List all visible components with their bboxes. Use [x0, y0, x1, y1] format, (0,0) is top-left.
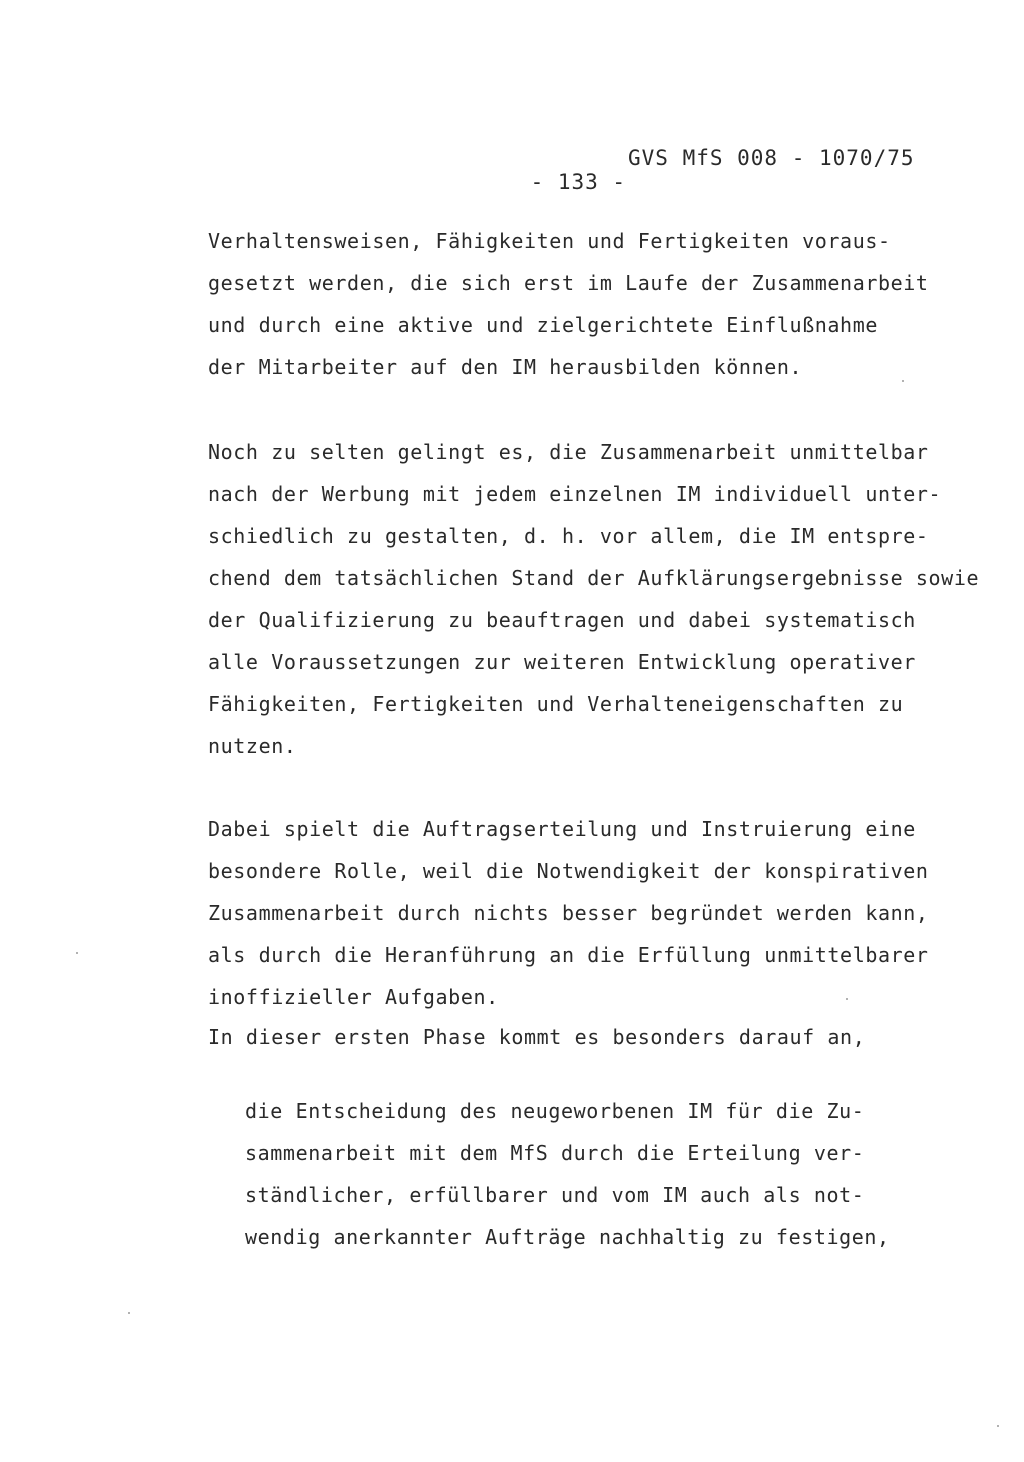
text-line: der Mitarbeiter auf den IM herausbilden können.: [208, 355, 803, 379]
text-line: gesetzt werden, die sich erst im Laufe der Zusammenarbeit: [208, 271, 929, 295]
text-line: Fähigkeiten, Fertigkeiten und Verhalteneigenschaften zu: [208, 692, 904, 716]
document-reference: GVS MfS 008 - 1070/75: [628, 146, 915, 170]
scan-speck: [902, 380, 904, 382]
scan-speck: [846, 998, 848, 1000]
text-line: inoffizieller Aufgaben.: [208, 985, 499, 1009]
page-header: [476, 146, 915, 242]
scan-speck: [997, 1425, 999, 1427]
text-line: und durch eine aktive und zielgerichtete Einflußnahme: [208, 313, 878, 337]
text-line: alle Voraussetzungen zur weiteren Entwicklung operativer: [208, 650, 916, 674]
text-line: sammenarbeit mit dem MfS durch die Erteilung ver-: [245, 1141, 865, 1165]
text-line: ständlicher, erfüllbarer und vom IM auch als not-: [245, 1183, 865, 1207]
text-line: Noch zu selten gelingt es, die Zusammenarbeit unmittelbar: [208, 440, 929, 464]
scan-speck: [128, 1312, 130, 1314]
text-line: schiedlich zu gestalten, d. h. vor allem, die IM entspre-: [208, 524, 929, 548]
text-line: wendig anerkannter Aufträge nachhaltig zu festigen,: [245, 1225, 890, 1249]
page-number: - 133 -: [530, 170, 627, 194]
text-line: die Entscheidung des neugeworbenen IM für die Zu-: [245, 1099, 865, 1123]
text-line: besondere Rolle, weil die Notwendigkeit der konspirativen: [208, 859, 929, 883]
text-line: Dabei spielt die Auftragserteilung und Instruierung eine: [208, 817, 916, 841]
text-line: Verhaltensweisen, Fähigkeiten und Fertigkeiten voraus-: [208, 229, 891, 253]
text-line: nach der Werbung mit jedem einzelnen IM individuell unter-: [208, 482, 942, 506]
text-line: als durch die Heranführung an die Erfüllung unmittelbarer: [208, 943, 929, 967]
text-line: nutzen.: [208, 734, 297, 758]
text-line: In dieser ersten Phase kommt es besonders darauf an,: [208, 1025, 866, 1049]
text-line: Zusammenarbeit durch nichts besser begründet werden kann,: [208, 901, 929, 925]
scan-speck: [76, 952, 78, 954]
text-line: chend dem tatsächlichen Stand der Aufklärungsergebnisse sowie: [208, 566, 980, 590]
text-line: der Qualifizierung zu beauftragen und dabei systematisch: [208, 608, 916, 632]
